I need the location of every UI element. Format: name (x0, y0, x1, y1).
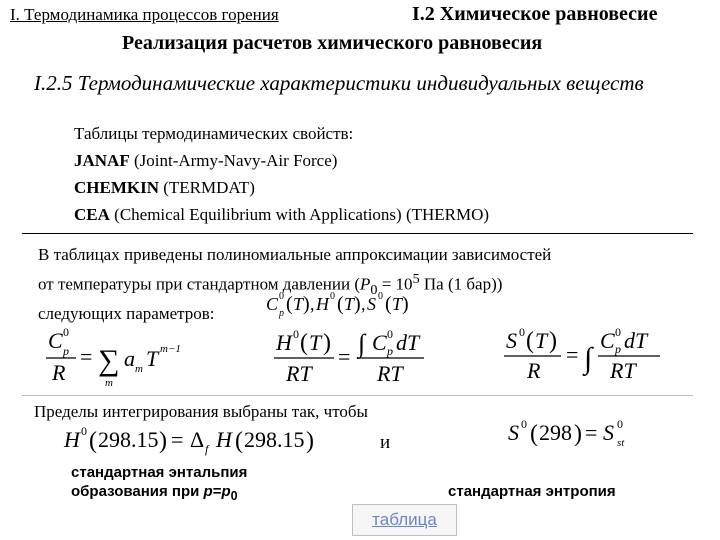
caption-line-2 (71, 482, 247, 506)
svg-text:Δ: Δ (190, 427, 205, 452)
svg-text:∫: ∫ (358, 329, 366, 358)
exponent: 5 (412, 271, 420, 287)
svg-text:p: p (615, 342, 621, 356)
svg-text:298.15: 298.15 (244, 427, 305, 452)
svg-text:T: T (293, 294, 304, 314)
cp-formula (46, 325, 181, 389)
svg-text:m: m (105, 377, 113, 389)
svg-text:=: = (171, 427, 184, 452)
paragraph-line-1: В таблицах приведены полиномиальные аппроксимации зависимостей (38, 245, 552, 264)
svg-text:0: 0 (378, 291, 383, 302)
svg-text:(: ( (235, 428, 243, 454)
caption-line-1: стандартная энтальпия (71, 464, 248, 481)
svg-text:f: f (205, 442, 209, 456)
svg-text:0: 0 (615, 325, 621, 339)
svg-text:): ) (549, 328, 557, 354)
svg-text:p: p (387, 344, 393, 358)
standard-enthalpy-caption (71, 463, 247, 506)
pressure-symbol: P (360, 274, 371, 294)
svg-text:=: = (338, 344, 351, 369)
header-left-title: I. Термодинамика процессов горения (10, 5, 279, 24)
svg-text:p: p (279, 308, 284, 319)
svg-text:H: H (216, 427, 232, 452)
svg-text:S: S (506, 328, 517, 353)
pressure-subscript: 0 (230, 489, 238, 503)
svg-text:S: S (603, 420, 614, 445)
svg-text:C: C (372, 330, 387, 355)
svg-text:T: T (309, 330, 322, 355)
equals-sign: = (212, 483, 222, 500)
svg-text:C: C (266, 294, 279, 314)
integration-limits-text: Пределы интегрирования выбраны так, чтобы (34, 402, 368, 421)
svg-text:H: H (316, 294, 329, 314)
pressure-symbol: p (221, 483, 231, 500)
svg-text:C: C (48, 328, 63, 353)
table-item-desc: (TERMDAT) (159, 178, 255, 197)
svg-text:dT: dT (624, 328, 648, 353)
svg-text:∑: ∑ (98, 344, 120, 377)
svg-text:RT: RT (286, 361, 312, 386)
svg-text:0: 0 (330, 291, 335, 302)
svg-text:=: = (566, 342, 579, 367)
svg-text:st: st (617, 437, 625, 449)
svg-text:T: T (392, 294, 403, 314)
h298-formula (63, 424, 314, 456)
svg-text:0: 0 (81, 424, 87, 438)
svg-text:): ) (354, 293, 361, 315)
svg-text:(: ( (300, 330, 308, 356)
table-item-desc: (Chemical Equilibrium with Applications) (THERMO) (109, 205, 490, 224)
svg-text:0: 0 (279, 291, 284, 302)
svg-text:(: ( (530, 421, 538, 447)
svg-text:T: T (344, 294, 355, 314)
svg-text:T: T (535, 328, 548, 353)
svg-text:298: 298 (539, 420, 572, 445)
svg-text:H: H (64, 427, 80, 452)
svg-text:m: m (135, 363, 143, 375)
standard-entropy-caption: стандартная энтропия (448, 483, 616, 500)
svg-text:0: 0 (519, 325, 525, 339)
caption-text: образования при (71, 483, 204, 500)
svg-text:0: 0 (387, 327, 393, 341)
svg-text:∫: ∫ (584, 342, 593, 375)
tables-intro: Таблицы термодинамических свойств: (74, 124, 354, 143)
table-item-desc: (Joint-Army-Navy-Air Force) (129, 151, 338, 170)
pressure-subscript: 0 (370, 282, 378, 299)
svg-text:): ) (303, 293, 310, 315)
svg-text:0: 0 (63, 325, 69, 339)
params-formula (266, 291, 409, 319)
s-formula (504, 325, 660, 383)
h-formula (274, 327, 424, 386)
svg-text:m−1: m−1 (160, 343, 181, 355)
svg-text:(: ( (526, 328, 534, 354)
svg-text:): ) (306, 428, 314, 454)
svg-text:=: = (80, 344, 93, 369)
svg-text:=: = (585, 420, 598, 445)
svg-text:C: C (600, 328, 615, 353)
paragraph-text: = 10 (377, 274, 413, 294)
svg-text:dT: dT (396, 330, 420, 355)
svg-text:): ) (323, 330, 331, 356)
svg-text:H: H (276, 330, 292, 355)
svg-text:0: 0 (617, 417, 623, 431)
pressure-symbol: p (203, 483, 213, 500)
and-word: и (380, 432, 391, 453)
svg-text:(: ( (337, 293, 344, 315)
svg-text:(: ( (286, 293, 293, 315)
svg-text:R: R (527, 358, 541, 383)
svg-text:): ) (574, 421, 582, 447)
svg-text:T: T (146, 346, 159, 371)
paragraph-text: Па (1 бар)) (419, 274, 503, 294)
svg-text:p: p (63, 344, 69, 358)
table-item-name: CHEMKIN (74, 178, 159, 197)
svg-text:S: S (508, 420, 519, 445)
paragraph-line-3: следующих параметров: (38, 304, 215, 324)
svg-text:S: S (367, 294, 376, 314)
s298-formula (508, 417, 625, 449)
svg-text:0: 0 (293, 327, 299, 341)
slide-subtitle: Реализация расчетов химического равновесия (122, 32, 543, 54)
svg-text:,: , (361, 294, 366, 314)
svg-text:298.15: 298.15 (98, 427, 159, 452)
svg-text:RT: RT (377, 361, 403, 386)
svg-text:a: a (124, 346, 135, 371)
header-right-title: I.2 Химическое равновесие (412, 3, 658, 25)
divider (22, 395, 693, 396)
table-item-name: CEA (74, 205, 110, 224)
section-heading: I.2.5 Термодинамические характеристики индивидуальных веществ (34, 71, 644, 95)
svg-text:(: ( (385, 293, 392, 315)
svg-text:): ) (159, 428, 167, 454)
svg-text:): ) (402, 293, 409, 315)
svg-text:R: R (52, 360, 66, 385)
table-item-name: JANAF (74, 151, 130, 170)
paragraph-text: от температуры при стандартном давлении ( (38, 274, 360, 294)
svg-text:(: ( (89, 428, 97, 454)
svg-text:RT: RT (610, 358, 636, 383)
svg-text:0: 0 (521, 417, 527, 431)
table-link-button[interactable]: таблица (352, 504, 457, 536)
svg-text:,: , (310, 294, 315, 314)
